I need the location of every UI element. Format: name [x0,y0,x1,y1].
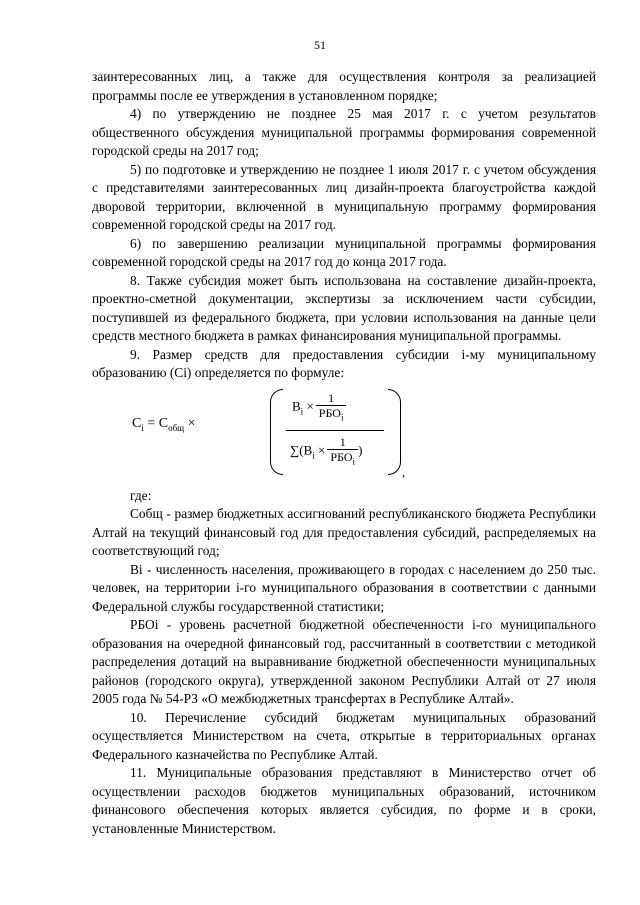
paragraph: 5) по подготовке и утверждению не позднее 1 июля 2017 г. с учетом обсуждения с представителями заинтересованных лиц дизайн-проекта благоустройства каждой дворовой территории, включенной в муниципальную программу формирования современной городской среды на 2017 год. [92,161,596,232]
document-body [92,68,596,838]
left-parenthesis [270,389,283,475]
paragraph: Bi - численность населения, проживающего в городах с населением до 250 тыс. человек, на территории i-го муниципального образования в соответствии с данными Федеральной службы государственной статистики; [92,561,596,614]
paragraph: 11. Муниципальные образования представляют в Министерство отчет об осуществлении расходов бюджетов муниципальных образований, источником финансового обеспечения которых является субсидия, по форме и в сроки, установленные Министерством. [92,765,596,836]
paragraph: Cобщ - размер бюджетных ассигнований республиканского бюджета Республики Алтай на текущий финансовый год для предоставления субсидий, распределяемых на соответствующий год; [92,506,596,558]
formula-numerator: $B_i$ × $\frac{1}{РБО_i}$ [292,391,346,424]
paragraph: 4) по утверждению не позднее 25 мая 2017 г. с учетом результатов общественного обсуждения муниципальной программы формирования современной городской среды на 2017 год; [92,106,596,158]
page-number: 51 [314,38,326,52]
fraction: $\frac{1}{РБО_i}$ [327,435,358,468]
fraction-bar [286,430,384,431]
paragraph: где: [130,487,152,503]
paragraph: 10. Перечисление субсидий бюджетам муниципальных образований осуществляется Министерством на счета, открытые в территориальных органах Федерального казначейства по Республике Алтай. [92,709,596,762]
paragraph: 9. Размер средств для предоставления субсидии i-му муниципальному образованию (Ci) определяется по формуле: [92,346,596,380]
formula-denominator: $\sum(B_i$ × $\frac{1}{РБО_i}$ ) [290,434,363,466]
fraction: $\frac{1}{РБО_i}$ [316,391,347,424]
paragraph: 8. Также субсидия может быть использована на составление дизайн-проекта, проектно-сметной документации, экспертизы за исключением части субсидии, поступившей из федерального бюджета, при условии использования на данные цели средств местного бюджета в рамках финансирования муниципальной программы. [92,272,596,343]
paragraph: заинтересованных лиц, а также для осуществления контроля за реализацией программы после ее утверждения в установленном порядке; [92,69,596,103]
right-parenthesis [388,389,401,475]
paragraph: РБОi - уровень расчетной бюджетной обеспеченности i-го муниципального образования на очередной финансовый год, рассчитанный в соответствии с методикой распределения дотаций на выравнивание бюджетной обеспеченности муниципальных районов (городского округа), утвержденной законом Республики Алтай от 27 июля 2005 года № 54-РЗ «О межбюджетных трансфертах в Республике Алтай». [92,617,596,706]
paragraph: 6) по завершению реализации муниципальной программы формирования современной городской среды на 2017 год до конца 2017 года. [92,235,596,269]
formula-lhs: $C_i = C_{общ}$ × [132,415,196,433]
formula-comma: , [402,464,405,479]
subsidy-formula [92,385,596,483]
